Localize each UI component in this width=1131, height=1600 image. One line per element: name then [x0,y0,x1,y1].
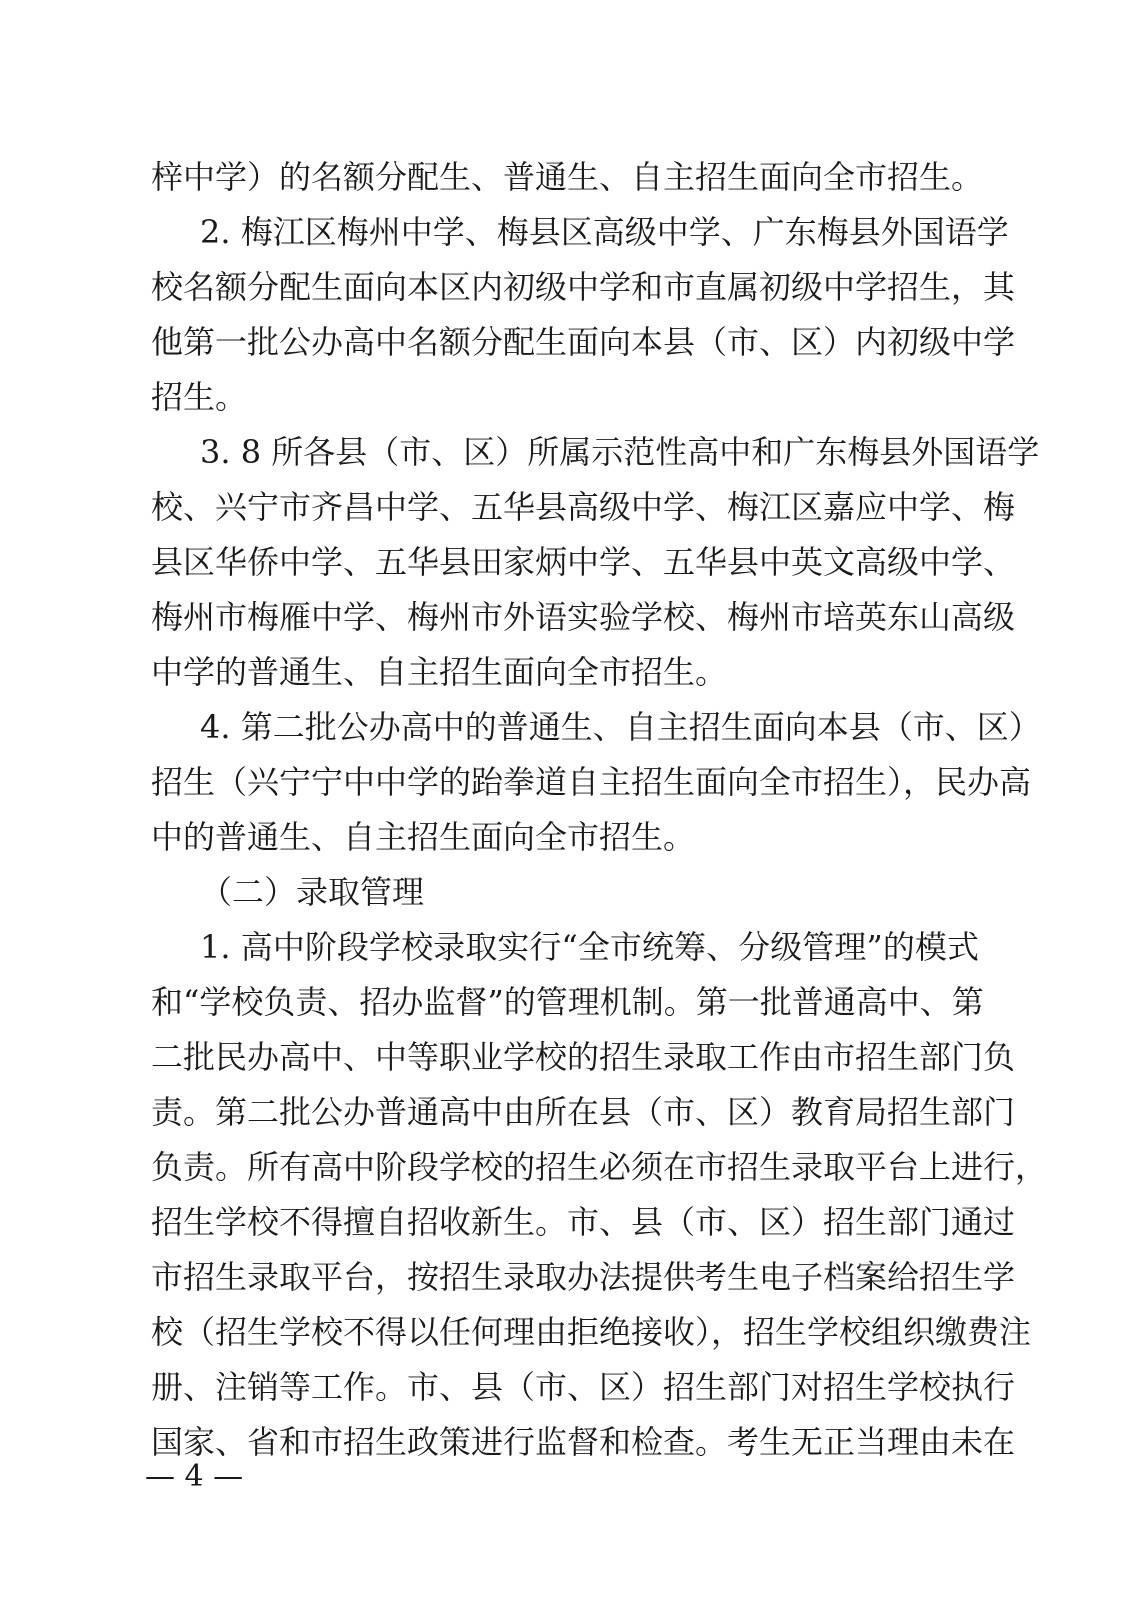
paragraph-line: 3. 8 所各县（市、区）所属示范性高中和广东梅县外国语学 [200,433,1040,471]
paragraph-line: 梓中学）的名额分配生、普通生、自主招生面向全市招生。 [151,158,984,196]
paragraph-line: 2. 梅江区梅州中学、梅县区高级中学、广东梅县外国语学 [200,213,1009,251]
paragraph-line: 招生。 [151,378,248,416]
paragraph-line: 市招生录取平台，按招生录取办法提供考生电子档案给招生学 [151,1258,1016,1296]
paragraph-line: 招生（兴宁宁中中学的跆拳道自主招生面向全市招生），民办高 [151,763,1032,801]
paragraph-line: 负责。所有高中阶段学校的招生必须在市招生录取平台上进行， [151,1148,1048,1186]
paragraph-line: 册、注销等工作。市、县（市、区）招生部门对招生学校执行 [151,1368,1016,1406]
page-number: — 4 — [145,1459,244,1494]
paragraph-line: 招生学校不得擅自招收新生。市、县（市、区）招生部门通过 [151,1203,1016,1241]
paragraph-line: 1. 高中阶段学校录取实行“全市统筹、分级管理”的模式 [200,928,979,966]
paragraph-line: 县区华侨中学、五华县田家炳中学、五华县中英文高级中学、 [151,543,1016,581]
paragraph-line: 校（招生学校不得以任何理由拒绝接收），招生学校组织缴费注 [151,1313,1032,1351]
paragraph-line: 国家、省和市招生政策进行监督和检查。考生无正当理由未在 [151,1423,1016,1461]
paragraph-line: 校、兴宁市齐昌中学、五华县高级中学、梅江区嘉应中学、梅 [151,488,1016,526]
paragraph-line: 校名额分配生面向本区内初级中学和市直属初级中学招生，其 [151,268,1016,306]
paragraph-line: 4. 第二批公办高中的普通生、自主招生面向本县（市、区） [200,708,1041,746]
paragraph-line: 中学的普通生、自主招生面向全市招生。 [151,653,728,691]
paragraph-line: 他第一批公办高中名额分配生面向本县（市、区）内初级中学 [151,323,1016,361]
paragraph-line: 责。第二批公办普通高中由所在县（市、区）教育局招生部门 [151,1093,1016,1131]
paragraph-line: 二批民办高中、中等职业学校的招生录取工作由市招生部门负 [151,1038,1016,1076]
section-heading: （二）录取管理 [200,873,425,911]
paragraph-line: 和“学校负责、招办监督”的管理机制。第一批普通高中、第 [151,983,984,1021]
paragraph-line: 中的普通生、自主招生面向全市招生。 [151,818,696,856]
paragraph-line: 梅州市梅雁中学、梅州市外语实验学校、梅州市培英东山高级 [151,598,1016,636]
